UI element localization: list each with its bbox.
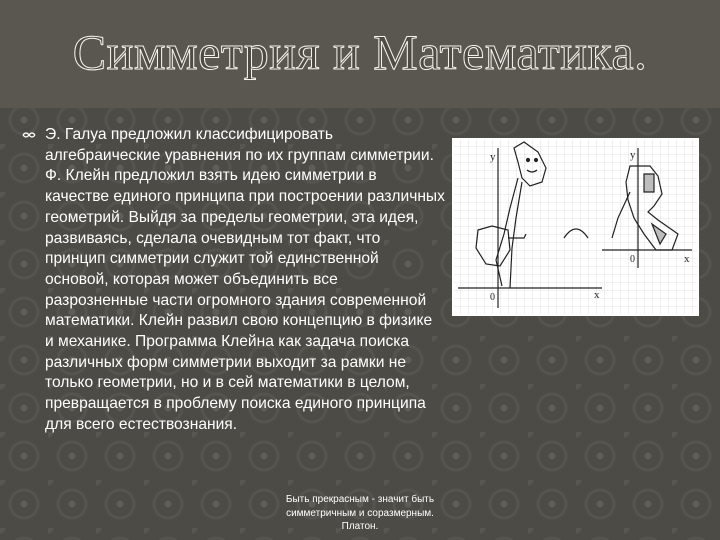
left-origin-label: 0 bbox=[490, 292, 495, 303]
left-x-label: x bbox=[594, 289, 600, 301]
right-origin-label: 0 bbox=[630, 254, 635, 265]
bullet-icon bbox=[22, 130, 36, 140]
quote-author: Платон. bbox=[341, 521, 379, 532]
right-y-label: y bbox=[630, 149, 636, 161]
left-y-label: y bbox=[490, 151, 496, 163]
right-x-label: x bbox=[684, 253, 690, 265]
quote-line-2: симметричным и соразмерным. bbox=[286, 507, 434, 519]
symmetry-figure bbox=[452, 138, 699, 316]
slide-title: Симметрия и Математика. bbox=[72, 24, 648, 80]
body-text: Э. Галуа предложил классифицировать алгебраические уравнения по их группам симметрии. Ф. Клейн предложил взять идею симметрии в качестве единого принципа при построении различных геометрий. Выйдя за пределы геометрии, эта идея, развиваясь, сделала очевидным тот факт, что принцип симметрии служит той единственной основой, которая может объединить все разрозненные части огромного здания современной математики. Клейн развил свою концепцию в физике и механике. Программа Клейна как задача поиска различных форм симметрии выходит за рамки не только геометрии, но и в сей математики в целом, превращается в проблему поиска единого принципа для всего естествознания. bbox=[45, 126, 445, 433]
plato-quote bbox=[255, 493, 465, 534]
quote-line-1: Быть прекрасным - значит быть bbox=[285, 494, 435, 505]
